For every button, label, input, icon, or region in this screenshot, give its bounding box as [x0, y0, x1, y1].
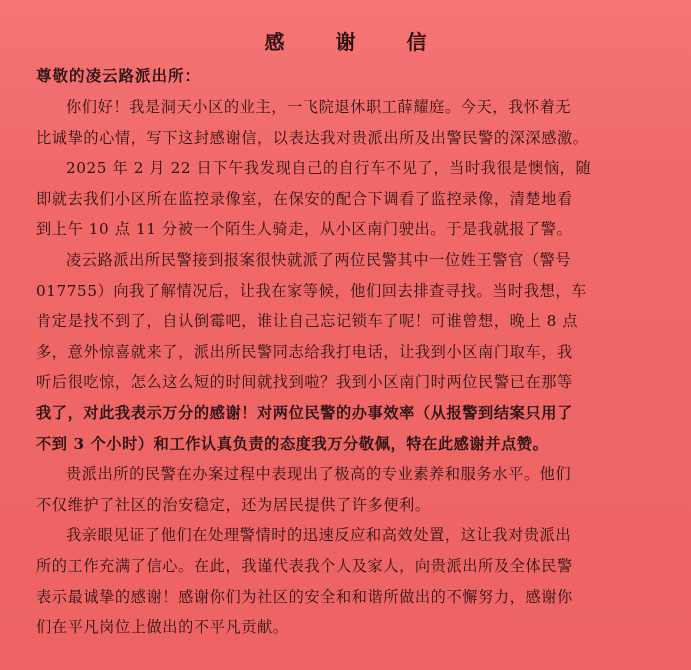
letter-line: 到上午 10 点 11 分被一个陌生人骑走，从小区南门驶出。于是我就报了警。 [36, 220, 573, 239]
letter-salutation: 尊敬的凌云路派出所： [36, 66, 202, 85]
letter-line: 贵派出所的民警在办案过程中表现出了极高的专业素养和服务水平。他们 [66, 465, 572, 484]
letter-line: 我亲眼见证了他们在处理警情时的迅速反应和高效处置，这让我对贵派出 [66, 526, 572, 545]
letter-line: 们在平凡岗位上做出的不平凡贡献。 [36, 618, 289, 637]
letter-line: 即就去我们小区所在监控录像室，在保安的配合下调看了监控录像，清楚地看 [36, 189, 573, 208]
letter-line: 肯定是找不到了，自认倒霉吧，谁让自己忘记锁车了呢！可谁曾想，晚上 8 点 [36, 312, 579, 331]
letter-line: 017755）向我了解情况后，让我在家等候，他们回去排查寻找。当时我想，车 [36, 281, 587, 300]
letter-line: 听后很吃惊，怎么这么短的时间就找到啦？我到小区南门时两位民警已在那等 [36, 373, 573, 392]
letter-line: 比诚挚的心情，写下这封感谢信，以表达我对贵派出所及出警民警的深深感激。 [36, 128, 589, 147]
letter-line: 不仅维护了社区的治安稳定，还为居民提供了许多便利。 [36, 495, 431, 514]
letter-line: 我了，对此我表示万分的感谢！对两位民警的办事效率（从报警到结案只用了 [36, 403, 573, 422]
letter-line: 不到 3 个小时）和工作认真负责的态度我万分敬佩，特在此感谢并点赞。 [36, 434, 549, 453]
letter-line: 你们好！我是洞天小区的业主，一飞院退休职工薛耀庭。今天，我怀着无 [66, 98, 572, 116]
letter-line: 所的工作充满了信心。在此，我谨代表我个人及家人，向贵派出所及全体民警 [36, 556, 573, 575]
letter-line: 表示最诚挚的感谢！感谢你们为社区的安全和和谐所做出的不懈努力，感谢你 [36, 587, 573, 606]
letter-line: 多，意外惊喜就来了，派出所民警同志给我打电话，让我到小区南门取车，我 [36, 342, 573, 361]
letter-body [36, 92, 666, 643]
letter-title: 感 谢 信 [264, 30, 449, 54]
letter-line: 凌云路派出所民警接到报案很快就派了两位民警其中一位姓王警官（警号 [66, 250, 572, 269]
letter-line: 2025 年 2 月 22 日下午我发现自己的自行车不见了，当时我很是懊恼，随 [66, 159, 592, 178]
